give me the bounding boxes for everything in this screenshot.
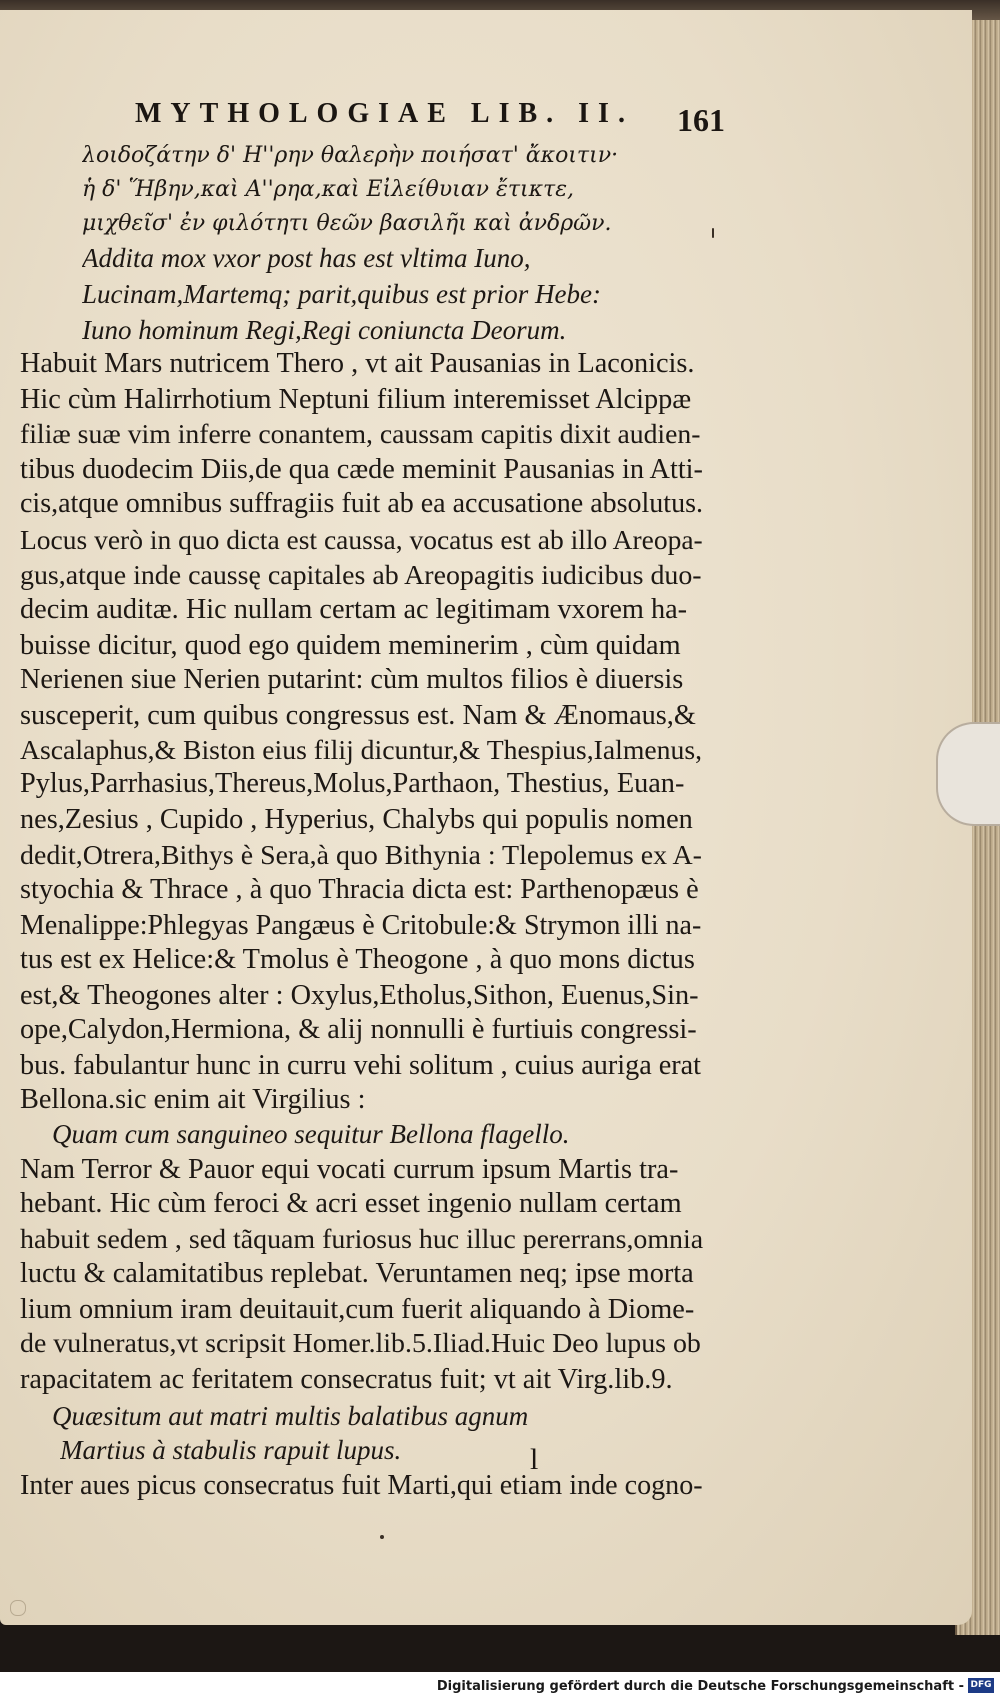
prose-line: nes,Zesius , Cupido , Hyperius, Chalybs qui populis nomen [20, 804, 693, 835]
prose-line: de vulneratus,vt scripsit Homer.lib.5.Iliad.Huic Deo lupus ob [20, 1328, 701, 1359]
prose-line: Bellona.sic enim ait Virgilius : [20, 1084, 366, 1115]
prose-line: Locus verò in quo dicta est caussa, vocatus est ab illo Areopa- [20, 524, 703, 555]
prose-line: est,& Theogones alter : Oxylus,Etholus,Sithon, Euenus,Sin- [20, 980, 699, 1011]
prose-line: lium omnium iram deuitauit,cum fuerit aliquando à Diome- [20, 1294, 695, 1325]
latin-verse-line: Quæsitum aut matri multis balatibus agnum [52, 1401, 529, 1431]
prose-line: Menalippe:Phlegyas Pangæus è Critobule:& Strymon illi na- [20, 910, 702, 941]
prose-line: bus. fabulantur hunc in curru vehi solitum , cuius auriga erat [20, 1050, 702, 1081]
greek-verse-line: ἡ δ' Ἥβην,καὶ Α''ρηα,καὶ Εἰλείθυιαν ἔτικτε, [82, 177, 575, 202]
page-stain [10, 1600, 26, 1616]
latin-verse-line: Martius à stabulis rapuit lupus. [60, 1435, 402, 1465]
printer-signature-mark: l [530, 1443, 539, 1476]
prose-line: luctu & calamitatibus replebat. Veruntamen neq; ipse morta [20, 1258, 694, 1289]
prose-line: filiæ suæ vim inferre conantem, caussam capitis dixit audien- [20, 418, 701, 449]
running-head: MYTHOLOGIAE LIB. II. [135, 98, 634, 129]
digitization-credit: Digitalisierung gefördert durch die Deutsche Forschungsgemeinschaft - [436, 1679, 964, 1694]
prose-line: habuit sedem , sed tãquam furiosus huc illuc pererrans,omnia [20, 1224, 704, 1255]
latin-verse-line: Lucinam,Martemq; parit,quibus est prior Hebe: [82, 279, 601, 309]
prose-line: tus est ex Helice:& Tmolus è Theogone , à quo mons dictus [20, 944, 695, 975]
prose-line: cis,atque omnibus suffragiis fuit ab ea accusatione absolutus. [20, 488, 703, 519]
prose-line: susceperit, cum quibus congressus est. Nam & Ænomaus,& [20, 700, 696, 731]
prose-line: tibus duodecim Diis,de qua cæde meminit Pausanias in Atti- [20, 454, 703, 485]
prose-line: Pylus,Parrhasius,Thereus,Molus,Parthaon, Thestius, Euan- [20, 768, 685, 799]
ink-speck [712, 228, 714, 238]
greek-verse-line: μιχθεῖσ' ἐν φιλότητι θεῶν βασιλῆι καὶ ἀνδρῶν. [82, 211, 612, 236]
prose-line: rapacitatem ac feritatem consecratus fuit; vt ait Virg.lib.9. [20, 1364, 673, 1395]
dfg-logo: DFG [968, 1678, 994, 1693]
prose-line: Nam Terror & Pauor equi vocati currum ipsum Martis tra- [20, 1154, 679, 1185]
latin-verse-line: Iuno hominum Regi,Regi coniuncta Deorum. [82, 315, 567, 345]
prose-line: buisse dicitur, quod ego quidem meminerim , cùm quidam [20, 630, 681, 661]
prose-line: Hic cùm Halirrhotium Neptuni filium interemisset Alcippæ [20, 384, 692, 415]
latin-verse-line: Addita mox vxor post has est vltima Iuno, [82, 243, 531, 273]
greek-verse-line: λοιδοζάτην δ' Η''ρην θαλερὴν ποιήσατ' ἄκοιτιν· [82, 143, 619, 168]
book-page [0, 10, 972, 1625]
prose-line: styochia & Thrace , à quo Thracia dicta est: Parthenopæus è [20, 874, 699, 905]
prose-line: ope,Calydon,Hermiona, & alij nonnulli è furtiuis congressi- [20, 1014, 697, 1045]
prose-line: Habuit Mars nutricem Thero , vt ait Pausanias in Laconicis. [20, 348, 695, 379]
ink-speck [380, 1535, 384, 1539]
prose-line: dedit,Otrera,Bithys è Sera,à quo Bithynia : Tlepolemus ex A- [20, 840, 702, 871]
prose-line: Inter aues picus consecratus fuit Marti,qui etiam inde cogno- [20, 1470, 703, 1501]
prose-line: decim auditæ. Hic nullam certam ac legitimam vxorem ha- [20, 594, 688, 625]
prose-line: Nerienen siue Nerien putarint: cùm multos filios è diuersis [20, 664, 684, 695]
latin-verse-line: Quam cum sanguineo sequitur Bellona flagello. [52, 1119, 570, 1149]
prose-line: gus,atque inde caussę capitales ab Areopagitis iudicibus duo- [20, 560, 702, 591]
prose-line: hebant. Hic cùm feroci & acri esset ingenio nullam certam [20, 1188, 682, 1219]
prose-line: Ascalaphus,& Biston eius filij dicuntur,& Thespius,Ialmenus, [20, 734, 703, 765]
page-tab-marker [936, 722, 1000, 826]
page-number: 161 [677, 102, 725, 138]
